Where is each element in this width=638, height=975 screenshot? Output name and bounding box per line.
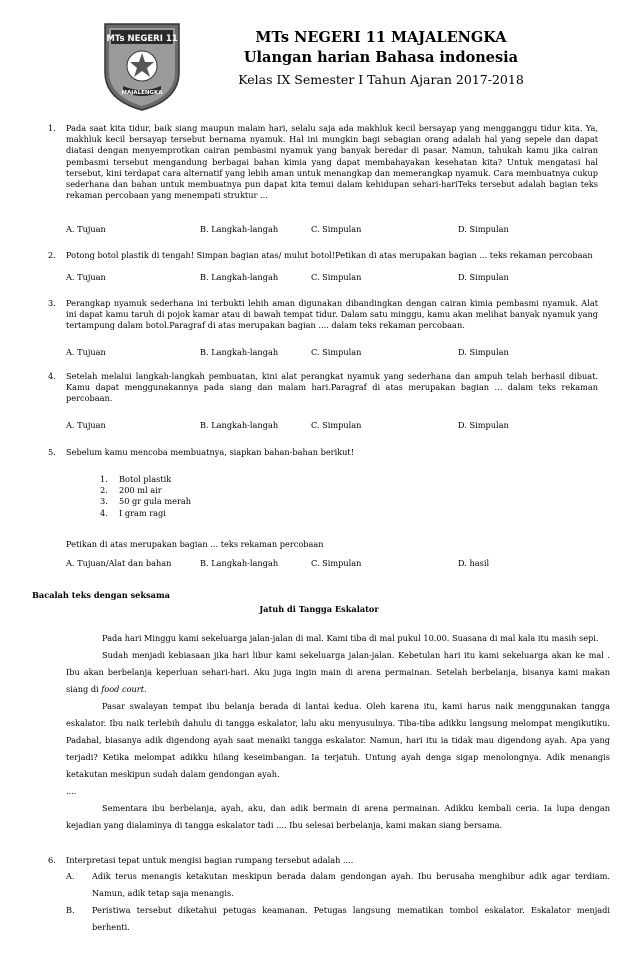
question-text: Pada saat kita tidur, baik siang maupun malam hari, selalu saja ada makhluk kecil bersayap yang mengganggu tidur kita. Ya, makhluk kecil bersayap tersebut bernama nyamuk. Hal ini mungkin bagi sebagian orang adalah hal yang sepele dan dapat diatasi dengan menyemprotkan cairan pembasmi nyamuk yang banyak beredar di pasar. Namun, tahukah kamu jika cairan pembasmi tersebut mengandung berbagai bahan kimia yang dapat membahayakan kesehatan kita? Untuk mengatasi hal tersebut, kini terdapat cara alternatif yang lebih aman untuk menangkap dan memerangkap nyamuk. Cara membuatnya cukup sederhana dan bahan untuk membuatnya pun dapat kita temui dalam kehidupan sehari-hariTeks tersebut adalah bagian teks rekaman percobaan yang menempati struktur ... (66, 123, 598, 201)
story-title: Jatuh di Tangga Eskalator (259, 604, 379, 614)
story-text (66, 630, 610, 834)
story-paragraph: Pasar swalayan tempat ibu belanja berada di lantai kedua. Oleh karena itu, kami harus naik menggunakan tangga eskalator. Ibu naik terlebih dahulu di tangga eskalator, lalu aku menyusulnya. Tiba-tiba adikku langsung melompat mengikutiku. Padahal, biasanya adik digendong ayah saat menaiki tangga eskalator. Namun, hari itu ia tidak mau digendong ayah. Apa yang terjadi? Ketika melompat adikku hilang keseimbangan. Ia terjatuh. Untung ayah denga sigap menolongnya. Adik menangis ketakutan meskipun sudah dalam gendongan ayah. (66, 701, 610, 779)
option-a[interactable]: A. Tujuan (66, 272, 106, 282)
option-a[interactable]: A. Tujuan (66, 347, 106, 357)
list-item: 1. Botol plastik (100, 474, 172, 484)
svg-text:MTs NEGERI 11: MTs NEGERI 11 (106, 34, 178, 44)
question-text: Perangkap nyamuk sederhana ini terbukti lebih aman digunakan dibandingkan dengan cairan kimia pembasmi nyamuk. Alat ini dapat kamu taruh di pojok kamar atau di bawah tempat tidur. Dalam satu minggu, kamu akan melihat banyak nyamuk yang tertampung dalam botol.Paragraf di atas merupakan bagian .... dalam teks rekaman percobaan. (66, 298, 598, 331)
option-b[interactable]: B. Langkah-langah (200, 558, 279, 568)
question-5-followup: Petikan di atas merupakan bagian ... teks rekaman percobaan (66, 539, 324, 549)
option-d[interactable]: D. Simpulan (458, 420, 509, 430)
option-d[interactable]: D. Simpulan (458, 347, 509, 357)
question-number: 1. (48, 123, 56, 133)
option-b[interactable]: B. Langkah-langah (200, 347, 279, 357)
question-text: Setelah melalui langkah-langkah pembuatan, kini alat perangkat nyamuk yang sederhana dan ampuh telah berhasil dibuat. Kamu dapat menggunakannya pada siang dan malam hari.Paragraf di atas merupakan bagian ... dalam teks rekaman percobaan. (66, 371, 598, 404)
question-1 (48, 123, 598, 213)
option-c[interactable]: C. Simpulan (311, 558, 362, 568)
question-4-options (66, 420, 606, 432)
answer-text: Adik terus menangis ketakutan meskipun berada dalam gendongan ayah. Ibu berusaha menghibur adik agar terdiam. Namun, adik tetap saja menangis. (92, 871, 610, 898)
story-gap: .... (66, 786, 77, 796)
question-4 (48, 371, 598, 406)
question-text: Sebelum kamu mencoba membuatnya, siapkan bahan-bahan berikut! (66, 447, 355, 457)
option-a[interactable]: A. Tujuan (66, 224, 106, 234)
option-b[interactable]: B. Langkah-langah (200, 272, 279, 282)
question-6 (48, 855, 608, 867)
question-2-options (66, 272, 606, 284)
question-number: 4. (48, 371, 56, 381)
option-d[interactable]: D. Simpulan (458, 224, 509, 234)
option-c[interactable]: C. Simpulan (311, 224, 362, 234)
school-logo (101, 20, 183, 112)
option-b[interactable]: B. Langkah-langah (200, 420, 279, 430)
reading-instruction: Bacalah teks dengan seksama (32, 590, 170, 600)
story-paragraph: Sementara ibu berbelanja, ayah, aku, dan adik bermain di arena permainan. Adikku kembali ceria. Ia lupa dengan kejadian yang dialaminya di tangga eskalator tadi .... Ibu selesai berbelanja, kami makan siang bersama. (66, 803, 610, 830)
answer-label: A. (66, 871, 75, 881)
answer-b[interactable] (66, 902, 610, 936)
answer-text: Peristiwa tersebut diketahui petugas keamanan. Petugas langsung mematikan tombol eskalator. Eskalator menjadi berhenti. (92, 905, 610, 932)
option-d[interactable]: D. Simpulan (458, 272, 509, 282)
list-item: 4. I gram ragi (100, 507, 166, 518)
option-c[interactable]: C. Simpulan (311, 272, 362, 282)
option-d[interactable]: D. hasil (458, 558, 490, 568)
question-3-options (66, 347, 606, 359)
question-number: 5. (48, 447, 56, 457)
question-3 (48, 298, 598, 333)
question-2 (48, 250, 598, 273)
option-c[interactable]: C. Simpulan (311, 347, 362, 357)
question-number: 3. (48, 298, 56, 308)
story-paragraph: Sudah menjadi kebiasaan jika hari libur kami sekeluarga jalan-jalan. Kebetulan hari itu kami sekeluarga akan ke mal . Ibu akan berbelanja keperluan sehari-hari. Aku juga ingin main di arena permainan. Setelah berbelanja, bisanya kami makan siang di food court. (66, 650, 610, 694)
question-text: Interpretasi tepat untuk mengisi bagian rumpang tersebut adalah .... (66, 855, 354, 865)
option-c[interactable]: C. Simpulan (311, 420, 362, 430)
question-5-options (66, 558, 606, 570)
svg-text:MAJALENGKA: MAJALENGKA (121, 90, 163, 96)
list-item: 3. 50 gr gula merah (100, 496, 192, 507)
exam-title: Ulangan harian Bahasa indonesia (243, 49, 519, 66)
class-info: Kelas IX Semester I Tahun Ajaran 2017-2018 (238, 72, 524, 87)
question-number: 6. (48, 855, 56, 865)
option-b[interactable]: B. Langkah-langah (200, 224, 279, 234)
answer-label: B. (66, 905, 75, 915)
list-item: 2. 200 ml air (100, 485, 162, 496)
question-number: 2. (48, 250, 56, 260)
question-text: Potong botol plastik di tengah! Simpan bagian atas/ mulut botol!Petikan di atas merupakan bagian ... teks rekaman percobaan (66, 250, 593, 260)
ingredient-list (100, 474, 300, 519)
school-name: MTs NEGERI 11 MAJALENGKA (255, 29, 507, 46)
option-a[interactable]: A. Tujuan/Alat dan bahan (66, 558, 172, 568)
story-paragraph: Pada hari Minggu kami sekeluarga jalan-jalan di mal. Kami tiba di mal pukul 10.00. Suasana di mal kala itu masih sepi. (102, 633, 599, 643)
question-1-options (66, 224, 606, 236)
answer-a[interactable] (66, 868, 610, 902)
document-header (186, 28, 576, 90)
question-5 (48, 447, 598, 459)
option-a[interactable]: A. Tujuan (66, 420, 106, 430)
